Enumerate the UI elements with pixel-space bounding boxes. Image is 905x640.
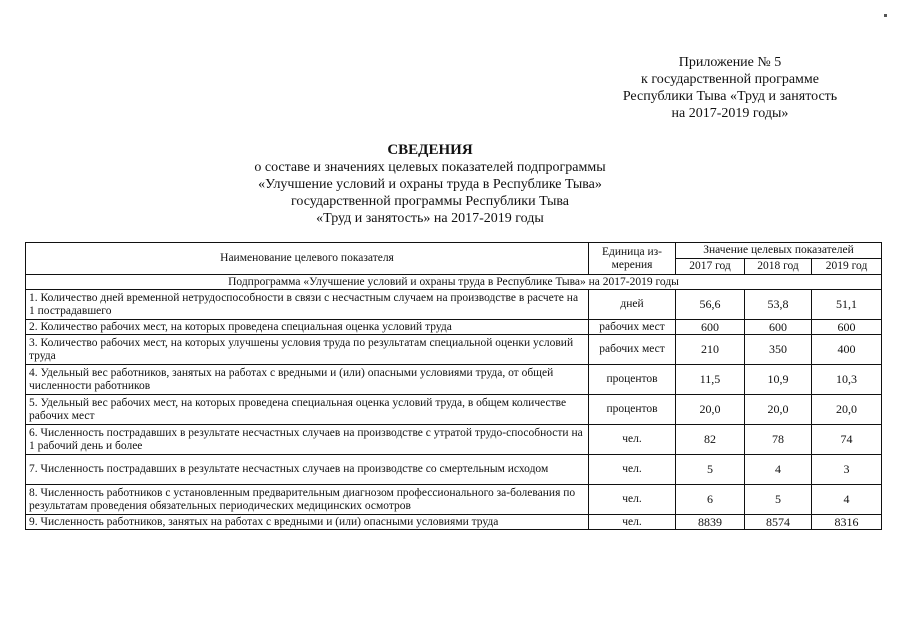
value-2018: 20,0 bbox=[745, 395, 812, 425]
table-row bbox=[26, 455, 882, 485]
value-2019: 20,0 bbox=[812, 395, 882, 425]
table-row bbox=[26, 365, 882, 395]
header-values: Значение целевых показателей bbox=[676, 243, 882, 259]
scan-speck bbox=[884, 14, 887, 17]
appendix-line: к государственной программе bbox=[641, 72, 819, 87]
indicator-unit: процентов bbox=[589, 365, 676, 395]
heading-line: государственной программы Республики Тыва bbox=[291, 194, 569, 209]
value-2019: 3 bbox=[812, 455, 882, 485]
value-2019: 74 bbox=[812, 425, 882, 455]
table-row bbox=[26, 485, 882, 515]
indicator-unit: рабочих мест bbox=[589, 320, 676, 335]
heading-line: «Улучшение условий и охраны труда в Республике Тыва» bbox=[258, 177, 602, 192]
indicator-unit: дней bbox=[589, 290, 676, 320]
indicator-unit: чел. bbox=[589, 485, 676, 515]
indicator-name: 3. Количество рабочих мест, на которых улучшены условия труда по результатам специальной оценки условий труда bbox=[26, 335, 589, 365]
table-row bbox=[26, 320, 882, 335]
value-2017: 11,5 bbox=[676, 365, 745, 395]
appendix-line: Приложение № 5 bbox=[678, 55, 782, 70]
table-row bbox=[26, 515, 882, 530]
value-2019: 8316 bbox=[812, 515, 882, 530]
indicators-table bbox=[25, 242, 882, 530]
indicator-unit: процентов bbox=[589, 395, 676, 425]
value-2019: 400 bbox=[812, 335, 882, 365]
value-2017: 600 bbox=[676, 320, 745, 335]
header-year-2018: 2018 год bbox=[745, 259, 812, 275]
header-unit: Единица из- мерения bbox=[589, 243, 676, 275]
subprogram-row: Подпрограмма «Улучшение условий и охраны труда в Республике Тыва» на 2017-2019 годы bbox=[26, 275, 882, 290]
value-2019: 10,3 bbox=[812, 365, 882, 395]
indicator-name: 8. Численность работников с установленным предварительным диагнозом профессионального за-болевания по результатам проведения обязательных периодических медицинских осмотров bbox=[26, 485, 589, 515]
value-2018: 78 bbox=[745, 425, 812, 455]
value-2018: 5 bbox=[745, 485, 812, 515]
indicator-name: 7. Численность пострадавших в результате несчастных случаев на производстве со смертельным исходом bbox=[26, 455, 589, 485]
value-2017: 210 bbox=[676, 335, 745, 365]
value-2017: 82 bbox=[676, 425, 745, 455]
indicator-unit: рабочих мест bbox=[589, 335, 676, 365]
value-2018: 350 bbox=[745, 335, 812, 365]
appendix-line: на 2017-2019 годы» bbox=[671, 106, 789, 121]
heading-line: «Труд и занятость» на 2017-2019 годы bbox=[316, 211, 544, 226]
indicator-name: 9. Численность работников, занятых на работах с вредными и (или) опасными условиями труда bbox=[26, 515, 589, 530]
indicator-name: 5. Удельный вес рабочих мест, на которых проведена специальная оценка условий труда, в общем количестве рабочих мест bbox=[26, 395, 589, 425]
value-2017: 6 bbox=[676, 485, 745, 515]
value-2017: 8839 bbox=[676, 515, 745, 530]
value-2018: 8574 bbox=[745, 515, 812, 530]
value-2018: 10,9 bbox=[745, 365, 812, 395]
indicator-unit: чел. bbox=[589, 515, 676, 530]
value-2017: 20,0 bbox=[676, 395, 745, 425]
value-2017: 5 bbox=[676, 455, 745, 485]
value-2019: 51,1 bbox=[812, 290, 882, 320]
heading-line: о составе и значениях целевых показателей подпрограммы bbox=[254, 160, 606, 175]
indicator-name: 4. Удельный вес работников, занятых на работах с вредными и (или) опасными условиями труда, от общей численности работников bbox=[26, 365, 589, 395]
document-title: СВЕДЕНИЯ bbox=[387, 142, 473, 158]
header-year-2019: 2019 год bbox=[812, 259, 882, 275]
document-heading bbox=[200, 142, 660, 227]
value-2018: 53,8 bbox=[745, 290, 812, 320]
indicator-unit: чел. bbox=[589, 455, 676, 485]
value-2018: 4 bbox=[745, 455, 812, 485]
table-row bbox=[26, 335, 882, 365]
indicator-name: 6. Численность пострадавших в результате несчастных случаев на производстве с утратой трудо-способности на 1 рабочий день и более bbox=[26, 425, 589, 455]
value-2019: 4 bbox=[812, 485, 882, 515]
header-year-2017: 2017 год bbox=[676, 259, 745, 275]
indicator-name: 2. Количество рабочих мест, на которых проведена специальная оценка условий труда bbox=[26, 320, 589, 335]
value-2017: 56,6 bbox=[676, 290, 745, 320]
table-row bbox=[26, 425, 882, 455]
appendix-note bbox=[560, 54, 900, 122]
indicator-name: 1. Количество дней временной нетрудоспособности в связи с несчастным случаем на производстве в расчете на 1 пострадавшего bbox=[26, 290, 589, 320]
value-2018: 600 bbox=[745, 320, 812, 335]
header-indicator-name: Наименование целевого показателя bbox=[26, 243, 589, 275]
table-row bbox=[26, 290, 882, 320]
table-row bbox=[26, 395, 882, 425]
indicator-unit: чел. bbox=[589, 425, 676, 455]
appendix-line: Республики Тыва «Труд и занятость bbox=[622, 89, 838, 104]
value-2019: 600 bbox=[812, 320, 882, 335]
